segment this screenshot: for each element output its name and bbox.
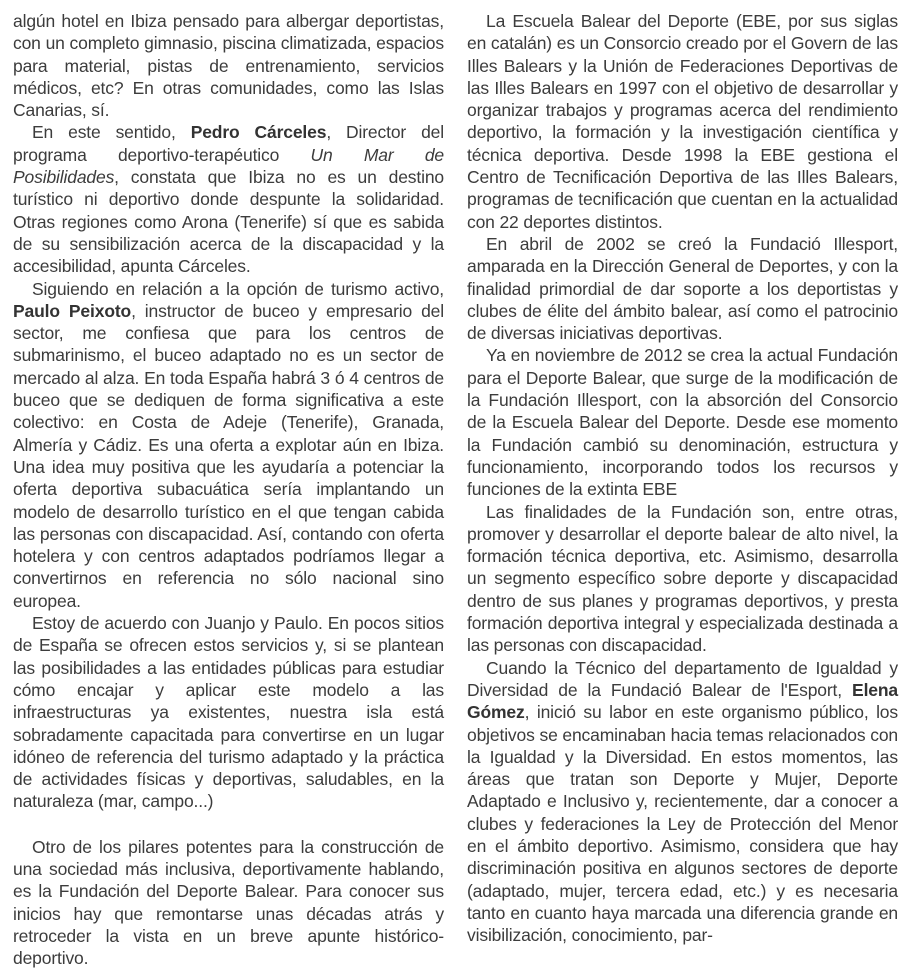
body-text: Estoy de acuerdo con Juanjo y Paulo. En pocos sitios de España se ofrecen estos servicios y, si se plantean las posibilidades a las entidades públicas para estudiar cómo encajar y aplicar este modelo a las infraestructuras ya existentes, nuestra isla está sobradamente capacitada para convertirse en un lugar idóneo de referencia del turismo adaptado y la práctica de actividades físicas y deportivas, saludables, en la naturaleza (mar, campo...): [13, 613, 444, 812]
paragraph: [467, 233, 898, 344]
body-text: Otro de los pilares potentes para la construcción de una sociedad más inclusiva, deportivamente hablando, es la Fundación del Deporte Balear. Para conocer sus inicios hay que remontarse unas décadas atrás y retroceder la vista en un breve apunte histórico-deportivo.: [13, 836, 444, 969]
person-name: Elena Gómez: [467, 679, 898, 723]
body-text: , instructor de buceo y empresario del sector, me confiesa que para los centros de submarinismo, el buceo adaptado no es un sector de mercado al alza. En toda España habrá 3 ó 4 centros de buceo que se dediquen de forma significativa a este colectivo: en Costa de Adeje (Tenerife), Granada, Almería y Cádiz. Es una oferta a explotar aún en Ibiza. Una idea muy positiva que les ayudaría a potenciar la oferta deportiva subacuática sería implantando un modelo de desarrollo turístico en el que tengan cabida las personas con discapacidad. Así, contando con oferta hotelera y con centros adaptados podríamos llegar a convertirnos en referencia no sólo nacional sino europea.: [13, 300, 444, 611]
body-text: , Director del programa deportivo-terapéutico: [13, 122, 444, 165]
body-text: , inició su labor en este organismo público, los objetivos se encaminaban hacia temas relacionados con la Igualdad y la Diversidad. En estos momentos, las áreas que tratan son Deporte y Mujer, Deporte Adaptado e Inclusivo y, recientemente, dar a conocer a clubes y federaciones la Ley de Protección del Menor en el ámbito deportivo. Asimismo, considera que hay discriminación positiva en algunos sectores de deporte (adaptado, mujer, tercera edad, etc.) y es necesaria tanto en cuanto haya marcada una diferencia grande en visibilización, conocimiento, par-: [467, 702, 898, 946]
paragraph: [13, 836, 444, 969]
paragraph: [467, 10, 898, 233]
body-text: , constata que Ibiza no es un destino turístico ni deportivo donde despunte la solidaridad. Otras regiones como Arona (Tenerife) sí que es sabida de su sensibilización acerca de la discapacidad y la accesibilidad, apunta Cárceles.: [13, 167, 444, 277]
left-column: [13, 10, 444, 969]
paragraph: [13, 121, 444, 277]
body-text: Ya en noviembre de 2012 se crea la actual Fundación para el Deporte Balear, que surge de la modificación de la Fundación Illesport, con la absorción del Consorcio de la Escuela Balear del Deporte. Desde ese momento la Fundación cambió su denominación, estructura y funcionamiento, incorporando todos los recursos y funciones de la extinta EBE: [467, 345, 898, 500]
paragraph: [467, 501, 898, 657]
body-text: En este sentido,: [32, 122, 191, 143]
paragraph: [467, 657, 898, 947]
work-title: Un Mar de Posibilidades: [13, 144, 444, 188]
person-name: Pedro Cárceles: [190, 122, 327, 143]
body-text: Cuando la Técnico del departamento de Igualdad y Diversidad de la Fundació Balear de l'Esport,: [467, 657, 898, 700]
body-text: Las finalidades de la Fundación son, entre otras, promover y desarrollar el deporte balear de alto nivel, la formación técnica deportiva, etc. Asimismo, desarrolla un segmento específico sobre deporte y discapacidad dentro de sus planes y programas deportivos, y presta formación deportiva integral y especializada destinada a las personas con discapacidad.: [467, 501, 898, 656]
paragraph: [13, 612, 444, 813]
paragraph: [13, 10, 444, 121]
right-column: [467, 10, 898, 946]
body-text: algún hotel en Ibiza pensado para albergar deportistas, con un completo gimnasio, piscina climatizada, espacios para material, pistas de entrenamiento, servicios médicos, etc? En otras comunidades, como las Islas Canarias, sí.: [13, 11, 444, 121]
body-text: La Escuela Balear del Deporte (EBE, por sus siglas en catalán) es un Consorcio creado por el Govern de las Illes Balears y la Unión de Federaciones Deportivas de las Illes Balears en 1997 con el objetivo de desarrollar y organizar trabajos y programas acerca del rendimiento deportivo, la formación y la investigación científica y técnica deportiva. Desde 1998 la EBE gestiona el Centro de Tecnificación Deportiva de las Illes Balears, programas de tecnificación que cuentan en la actualidad con 22 deportes distintos.: [467, 11, 898, 232]
body-text: Siguiendo en relación a la opción de turismo activo,: [32, 278, 444, 299]
paragraph: [467, 344, 898, 500]
person-name: Paulo Peixoto: [13, 300, 132, 321]
body-text: En abril de 2002 se creó la Fundació Illesport, amparada en la Dirección General de Deportes, y con la finalidad primordial de dar soporte a los deportistas y clubes de élite del ámbito balear, así como el patrocinio de diversas iniciativas deportivas.: [467, 233, 898, 344]
paragraph: [13, 278, 444, 612]
